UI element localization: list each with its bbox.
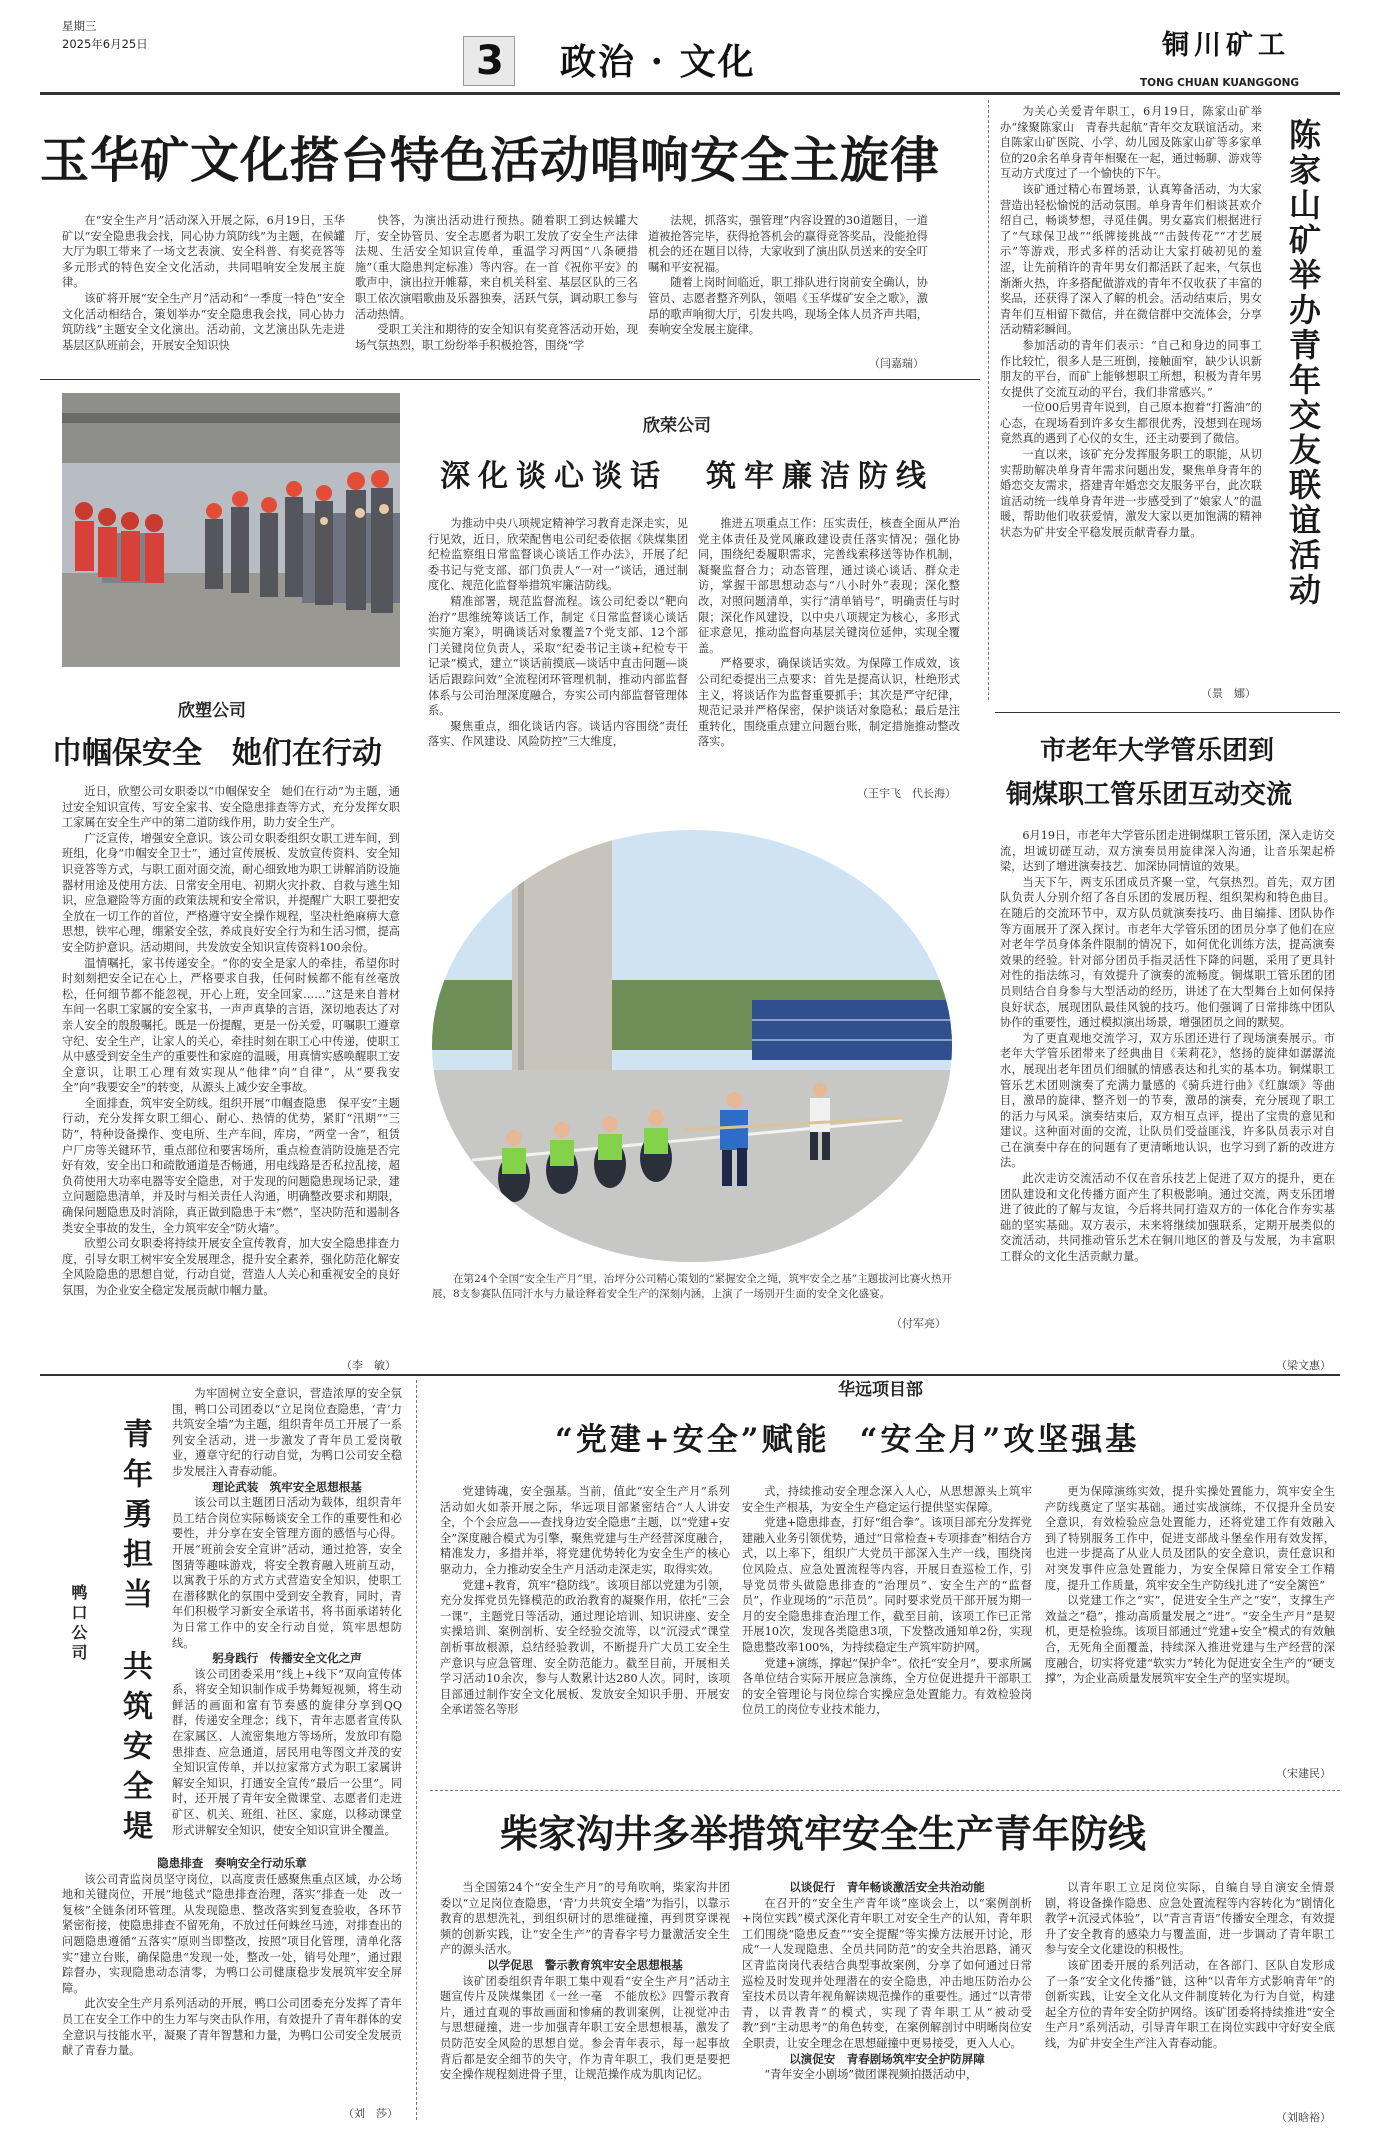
company-xinrong: 欣荣公司 xyxy=(643,416,711,436)
paragraph: 以青年职工立足岗位实际，自编自导自演安全情景剧，将设备操作隐患、应急处置流程等内容转化为“剧情化教学+沉浸式体验”，以“青言青语”传播安全理念，有效提升了安全教育的感染力与覆盖面，进一步调动了青年职工参与安全文化建设的积极性。 xyxy=(1045,1881,1335,1957)
paragraph: 党建+演练，撑起“保护伞”。依托“安全月”，要求所属各单位结合实际开展应急演练，全方位促进提升干部职工的安全管理论与岗位综合实操应急处置能力。有效检验岗位员工的岗位专业技术能力， xyxy=(742,1656,1032,1717)
paragraph: 该矿将开展“安全生产月”活动和“一季度一特色”安全文化活动相结合，策划举办“安全隐患我会找，同心协力筑防线”主题安全文化演出。活动前，文艺演出队先走进基层区队班前会，开展安全知识快 xyxy=(62,291,345,352)
paragraph: 式，持续推动安全理念深入人心，从思想源头上筑牢安全生产根基，为安全生产稳定运行提供坚实保障。 xyxy=(742,1485,1032,1514)
subheading: 躬身践行 传播安全文化之声 xyxy=(212,1651,362,1666)
headline-huayuan xyxy=(555,1420,1285,1460)
paragraph: “青年安全小剧场”微团课视频拍摄活动中， xyxy=(764,2068,978,2082)
paragraph: 该矿团委组织青年职工集中观看“安全生产月”活动主题宣传片及陕煤集团《一丝一毫 不能放松》四警示教育片，通过直观的事故画面和惨痛的教训案例，让视觉冲击与思想碰撞，进一步加强青年职工安全思想根基，激发了员防范安全风险的思想自觉。参会青年表示，每一起事故背后都是安全细节的失守，作为青年职工，我们更是要把安全操作规程刻进骨子里，让规范操作成为肌肉记忆。 xyxy=(440,1974,730,2082)
paragraph: 严格要求，确保谈话实效。为保障工作成效，该公司纪委提出三点要求：首先是提高认识，杜绝形式主义，将谈话作为监督重要抓手；其次是严守纪律，规范记录并严格保密，保护谈话对象隐私；最后是注重转化，围绕重点建立问题台账，制定措施推动整改落实。 xyxy=(698,657,960,749)
article-yuhua-col3 xyxy=(648,213,928,353)
headline-xinsu: 巾帼保安全 她们在行动 xyxy=(52,736,382,771)
paragraph: 在召开的“安全生产青年谈”座谈会上，以“案例剖析+岗位实践”模式深化青年职工对安全生产的认知，青年职工们围绕“隐患反查”“安全提醒”等实操方法展开讨论，形成“一人发现隐患、全员共同防范”的安全共治思路，涌灭区青监岗岗代表结合典型事故案例，分享了如何通过日常巡检及时发现并处理潜在的安全隐患，冲击地压防治办公室技术员以青年视角解读规范操作的重要性。通过“以青带青，以青教青”的模式，实现了青年职工从“被动受教”到“主动思考”的角色转变，在案例解剖讨中明晰岗位安全职责，让安全理念在思想碰撞中更易接受，更入人心。 xyxy=(742,1896,1032,2050)
company-xinsu: 欣塑公司 xyxy=(178,701,246,721)
paragraph: 该矿通过精心布置场景，认真筹备活动，为大家营造出轻松愉悦的活动氛围。单身青年们相谈甚欢介绍自己，畅谈梦想，寻觅佳偶。男女嘉宾们根据进行了“气球保卫战”“纸牌接挑战”“击鼓传花”“才艺展示”等游戏，形式多样的活动让大家打破初见的羞涩，让先前稍许的青年男女们都活跃了起来，气氛也渐渐火热，许多搭配做游戏的青年不仅收获了丰富的奖品，还获得了深入了解的机会。活动结束后，男女青年们互相留下微信，并在微信群中交流体会，分享活动精彩瞬间。 xyxy=(1000,182,1262,337)
article-yuhua-col1 xyxy=(62,213,345,359)
headline-yakou-1: 青年勇担当 xyxy=(117,1418,152,1618)
paragraph: 为牢固树立安全意识，营造浓厚的安全氛围，鸭口公司团委以“立足岗位查隐患，‘青’力共筑安全墙”为主题，组织青年员工开展了一系列安全活动，进一步激发了青年员工爱岗敬业，遵章守纪的行动自觉，为鸭口公司安全稳步发展注入青春动能。 xyxy=(172,1387,402,1478)
paragraph: 快答，为演出活动进行预热。随着职工到达候罐大厅，安全协管员、安全志愿者为职工发放了安全生产法律法规、生活安全知识宣传单，重温学习两国“八条硬措施”（重大隐患判定标准）等内容。在一首《祝你平安》的歌声中，演出拉开帷幕，来自机关科室、基层区队的三名职工依次演唱歌曲及乐器独奏，活跃气氛，调动职工参与活动热情。 xyxy=(355,214,638,321)
paragraph: 参加活动的青年们表示：“自己和身边的同事工作比较忙，很多人是三班倒，接触面窄，缺少认识新朋友的平台，而矿上能够想职工所想，积极为青年男女提供了交流互动的平台，我们非常感兴。” xyxy=(1000,338,1262,399)
paragraph: 以党建工作之“实”，促进安全生产之“安”，支撑生产效益之“稳”，推动高质量发展之“进”。“安全生产月”是契机，更是检验练。该项目部通过“党建+安全”模式的有效触合，无死角全面覆盖，持续深入推进党建与生产经营的深度融合，切实将党建“软实力”转化为促进安全生产的“硬支撑”，为企业高质量发展筑牢安全生产的坚实堤坝。 xyxy=(1045,1594,1335,1686)
headline-huayuan-q1: “党建+安全” xyxy=(555,1422,762,1458)
paragraph: 近日，欣塑公司女职委以“巾帼保安全 她们在行动”为主题，通过安全知识宣传、写安全家书、安全隐患排查等方式，充分发挥女职工家属在安全生产中的第二道防线作用，助力安全生产。 xyxy=(62,785,400,830)
divider-huayuan-bottom xyxy=(430,1790,1340,1791)
paragraph: 为推动中央八项规定精神学习教育走深走实，见行见效，近日，欣荣配售电公司纪委依据《陕煤集团纪检监察组日常监督谈心谈话工作办法》，开展了纪委书记与党支部、部门负责人“一对一”谈话，通过制度化、规范化监督举措筑牢廉洁防线。 xyxy=(428,517,688,593)
subheading: 以学促思 警示教育筑牢安全思想根基 xyxy=(487,1957,683,1972)
paragraph: 此次走访交流活动不仅在音乐技艺上促进了双方的提升，更在团队建设和文化传播方面产生了积极影响。通过交流，两支乐团增进了彼此的了解与友谊，今后将共同打造双方的一体化合作夯实基础的坚实基础。双方表示，未来将继续加强联系，定期开展类似的交流活动，共同推动管乐艺术在铜川地区的普及与发展，为丰富职工群众的文化生活贡献力量。 xyxy=(1000,1172,1335,1264)
article-huayuan-col1 xyxy=(440,1484,730,1782)
paragraph: 该公司团委采用“线上+线下”双向宣传体系，将安全知识制作成手势舞短视频，将生动鲜活的画面和富有节奏感的旋律分享到QQ群，传递安全理念；线下，青年志愿者宣传队在家属区、人流密集地方等场所，发放印有隐患排查、应急通道，居民用电等图文并茂的安全知识宣传单，并以拉家常方式为职工家属讲解安全知识，打通安全宣传“最后一公里”。同时，还开展了青年安全微课堂、志愿者们走进矿区、机关、班组、社区、家庭，以移动课堂形式讲解安全知识，使安全知识宣讲全覆盖。 xyxy=(172,1667,402,1837)
byline-huayuan: （宋建民） xyxy=(1276,1767,1331,1780)
paragraph: 6月19日，市老年大学管乐团走进铜煤职工管乐团，深入走访交流，坦诚切磋互动，双方演奏员用旋律深入沟通，让音乐架起桥梁，达到了增进演奏技艺、加深协同情谊的效果。 xyxy=(1000,829,1335,874)
weekday: 星期三 xyxy=(62,19,97,33)
company-huayuan: 华远项目部 xyxy=(838,1380,923,1400)
article-chaijiagou-col1 xyxy=(440,1880,730,2130)
byline-chenjiashan: （景 娜） xyxy=(1201,687,1256,700)
paragraph: 该公司青监岗员坚守岗位，以高度责任感聚焦重点区域，办公场地和关键岗位，开展“地毯式”隐患排查治理，落实“排查一处 改一复核”全链条闭环管理。从发现隐患、整改落实到复查验收，各环节紧密衔接，使隐患排查不留死角，不放过任何蛛丝马迹，对排查出的问题隐患遵循“五落实”原则当即整改，按照“项目化管理，清单化落实”建立台账，确保隐患“发现一处，整改一处，销号处理”，通过跟踪督办，实现隐患动态清零，为鸭口公司健康稳步发展筑牢安全屏障。 xyxy=(62,1872,402,1995)
paragraph: 一位00后男青年说到，自己原本抱着“打酱油”的心态，在现场看到许多女生都很优秀，没想到在现场竟然真的遇到了心仪的女生，还主动要到了微信。 xyxy=(1000,401,1262,446)
company-yakou: 鸭口公司 xyxy=(69,1584,88,1664)
byline-xinrong: （王宇飞 代长海） xyxy=(857,787,956,800)
issue-date: 2025年6月25日 xyxy=(62,37,148,51)
rule-chenjiashan-bottom xyxy=(995,712,1340,713)
paragraph: 在“安全生产月”活动深入开展之际，6月19日，玉华矿以“安全隐患我会找，同心协力筑防线”为主题，在候罐大厅为职工带来了一场文艺表演、安全科普、有奖竞答等多元形式的特色安全文化活动，共同唱响安全发展主旋律。 xyxy=(62,214,345,290)
article-chenjiashan xyxy=(1000,104,1262,684)
caption-text: 在第24个全国“安全生产月”里，冶坪分公司精心策划的“紧握安全之绳，筑牢安全之基”主题拔河比赛火热开展，8支参赛队伍同汗水与力量诠释着安全生产的深刻内涵，上演了一场别开生面的安全文化盛宴。 xyxy=(432,1273,952,1300)
byline-yuhua: （闫嘉瑞） xyxy=(869,357,924,370)
article-huayuan-col2 xyxy=(742,1484,1032,1782)
subheading: 以谈促行 青年畅谈激活安全共治动能 xyxy=(789,1880,985,1894)
paper-pinyin: TONG CHUAN KUANGGONG xyxy=(1140,77,1300,89)
headline-chaijiagou: 柴家沟井多举措筑牢安全生产青年防线 xyxy=(500,1811,1147,1856)
masthead-rule xyxy=(40,92,1340,95)
paragraph: 随着上岗时间临近，职工排队进行岗前安全确认，协管员、志愿者整齐列队，领唱《玉华煤矿安全之歌》，激昂的歌声响彻大厅，引发共鸣，现场全体人员齐声共唱，奏响安全发展主旋律。 xyxy=(648,276,928,337)
headline-huayuan-w1: 赋能 xyxy=(761,1422,830,1458)
rule-yuhua-bottom xyxy=(40,379,980,380)
divider-yakou xyxy=(416,1380,417,2120)
subheading: 以演促安 青春剧场筑牢安全护防屏障 xyxy=(789,2051,985,2066)
byline-chaijiagou: （刘晗裕） xyxy=(1276,2111,1331,2124)
paragraph: 全面排查，筑牢安全防线。组织开展“巾帼查隐患 保平安”主题行动，充分发挥女职工细心、耐心、热情的优势，紧盯“汛期”“三防”，特种设备操作、变电所、生产车间，库房，“两堂一舍”，租赁户厂房等关键环节，重点部位和要害场所，重点检查消防设施是否完好有效，安全出口和疏散通道是否畅通，用电线路是否私拉乱接，超负荷使用大功率电器等安全隐患，对于发现的问题隐患现场记录，建立问题隐患清单，并及时与相关责任人沟通，明确整改要求和期限，确保问题隐患及时消除，真正做到隐患于未“燃”，坚决防范和遏制各类安全事故的发生，全力筑牢安全“防火墙”。 xyxy=(62,1096,400,1235)
rule-middle xyxy=(40,1374,1340,1376)
paragraph: 聚焦重点，细化谈话内容。谈话内容围绕“责任落实、作风建设、风险防控”三大维度， xyxy=(428,719,688,749)
headline-yuhua: 玉华矿文化搭台特色活动唱响安全主旋律 xyxy=(40,131,941,189)
paragraph: 温情嘱托，家书传递安全。“你的安全是家人的牵挂，希望你时时刻刻把安全记在心上，严格要求自我，任何时候都不能有丝毫放松，任何细节都不能忽视，开心上班，安全回家……”这是来自普材车间一名职工家属的安全家书，一声声真挚的言语，深切地表达了对亲人安全的殷殷嘱托。既是一份提醒，更是一份关爱，叮嘱职工遵章守纪、安全生产，让家人的关心，牵挂时刻在职工心中传递，使职工从中感受到安全生产的重要性和家庭的温暖，用真情实感唤醒职工安全意识，让职工心理有效实现从“他律”向“自律”，从“要我安全”向“我要安全”的转变，从源头上减少安全事故。 xyxy=(62,956,400,1095)
paragraph: 党建+教育，筑牢“稳防线”。该项目部以党建为引领，充分发挥党员先锋模范的政治教育的凝聚作用，依托“三会一课”，主题党日等活动，通过理论培训、知识讲座、安全实操培训、案例剖析、安全经验交流等，以“沉浸式”课堂剖析事故根源，总结经验教训，不断提升广大员工安全生产意识与应急管理、安全防范能力。截至目前，开展相关学习活动10余次，参与人数累计达280人次。同时，该项目部通过制作安全文化展板、发放安全知识手册、开展安全承诺签名等形 xyxy=(440,1578,730,1717)
headline-chenjiashan: 陈家山矿举办青年交友联谊活动 xyxy=(1284,118,1322,608)
headline-yakou-2: 共筑安全堤 xyxy=(117,1650,152,1850)
subheading: 理论武装 筑牢安全思想根基 xyxy=(212,1479,362,1494)
byline-yakou: （刘 莎） xyxy=(343,2107,398,2120)
paragraph: 党建铸魂，安全强基。当前，值此“安全生产月”系列活动如火如荼开展之际，华远项目部紧密结合“人人讲安全，个个会应急——查找身边安全隐患”主题，以“党建+安全”深度融合模式为引擎，聚焦党建与生产经营深度融合，精准发力，多措并举，将党建优势转化为安全生产的核心驱动力，全力推动安全生产月活动走深走实，取得实效。 xyxy=(440,1485,730,1576)
divider-chenjiashan xyxy=(988,100,989,700)
paragraph: 更为保障演练实效，提升实操处置能力，筑牢安全生产防线奠定了坚实基础。通过实战演练，不仅提升全员安全意识，有效检验应急处置能力，还将党建工作有效融入到了特别服务工作中，促进支部战斗堡垒作用有效发挥，也进一步提高了从业人员及团队的安全意识，责任意识和对突发事件应急处置能力，为安全保障日常安全工作精度，提升工作质量，筑牢安全生产防线扎进了“安全篱笆” xyxy=(1045,1485,1335,1592)
article-yakou-bottom xyxy=(62,1856,402,2106)
paragraph: 精准部署，规范监督流程。该公司纪委以“靶向治疗”思维统筹谈话工作，制定《日常监督谈心谈话实施方案》，明确谈话对象覆盖7个党支部、12个部门关键岗位负责人，采取“纪委书记主谈+纪检专干记录”模式，建立“谈话前摸底—谈话中直击问题—谈话后跟踪问效”全流程闭环管理机制，推动内部监督体系与公司治理深度融合，夯实公司内部监督管理体系。 xyxy=(428,594,688,718)
photo-tug-of-war-image xyxy=(432,830,952,1262)
article-xinrong-col1 xyxy=(428,516,688,778)
section-title: 政治 · 文化 xyxy=(560,41,756,83)
paragraph: 广泛宣传，增强安全意识。该公司女职委组织女职工进车间，到班组，化身“巾帼安全卫士”，通过宣传展板、发放宣传资料、安全知识竞答等方式，与职工面对面交流，耐心细致地为职工讲解消防设施器材用途及使用方法、日常安全用电、初期火灾扑救、自救与逃生知识，应急避险等方面的政策法规和安全常识，并提醒广大职工要把安全放在一切工作的首位，严格遵守安全操作规程，坚决杜绝麻痹大意思想，铁牢心理，绷紧安全弦，养成良好安全行为和生活习惯，提高安全防护意识。活动期间，共发放安全知识宣传资料100余份。 xyxy=(62,831,400,954)
paragraph: 该公司以主题团日活动为载体，组织青年员工结合岗位实际畅谈安全工作的重要性和必要性，并分享在安全管理方面的感悟与心得。开展“班前会安全宣讲”活动，通过抢答，安全图猜等趣味游戏，将安全教育融入班前互动，以寓教于乐的方式方式营造安全知识，使职工在潜移默化的氛围中受到安全教育，同时，青年们积极学习新安全承诺书，将书面承诺转化为日常工作中的安全行动自觉，筑牢思想防线。 xyxy=(172,1496,402,1650)
paragraph: 当天下午，两支乐团成员齐聚一堂，气氛热烈。首先，双方团队负责人分别介绍了各自乐团的发展历程、组织架构和特色曲目。在随后的交流环节中，双方队员就演奏技巧、曲目编排、团队协作等方面展开了深入探讨。市老年大学管乐团的团员分享了他们在应对老年学员身体条件限制的情况下，如何优化训练方法，提高演奏效果的经验。针对部分团员手指灵活性下降的问题，采用了更具针对性的指法练习，有效提升了演奏的流畅度。铜煤职工管乐团的团员则结合自身参与大型活动的经历，讲述了在大型舞台上如何保持良好状态，展现团队最佳风貌的技巧。他们强调了日常排练中团队协作的重要性，通过模拟演出场景，增强团员之间的默契。 xyxy=(1000,875,1335,1030)
headline-xinrong: 深化谈心谈话 筑牢廉洁防线 xyxy=(440,459,934,494)
yakou-title-block xyxy=(62,1380,172,1860)
photo-safety-pledge xyxy=(62,393,400,667)
subheading: 隐患排查 奏响安全行动乐章 xyxy=(157,1856,307,1870)
paragraph: 此次安全生产月系列活动的开展，鸭口公司团委充分发挥了青年员工在安全工作中的生力军与突击队作用，有效提升了青年群体的安全意识与技能水平，凝聚了青年智慧和力量，为鸭口公司安全发展贡献了青春力量。 xyxy=(62,1997,402,2058)
article-yakou-right xyxy=(172,1386,402,1846)
article-orchestra xyxy=(1000,828,1335,1356)
article-chaijiagou-col2 xyxy=(742,1880,1032,2130)
article-huayuan-col3 xyxy=(1045,1484,1335,1764)
paragraph: 党建+隐患排查，打好“组合拳”。该项目部充分发挥党建融入业务引领优势，通过“日常检查+专项排查”相结合方式，以上率下，组织广大党员干部深入生产一线，围绕岗位风险点、应急处置流程等内容，开展日查巡检工作，引导党员带头做隐患排查的“治理员”、安全生产的“监督员”，作业现场的“示范员”。同时要求党员干部开展为期一月的安全隐患排查治理工作，截至目前，该项工作已正常开展10次，发现各类隐患3项，下发整改通知单2份，实现隐患整改率100%，为持续稳定生产筑牢防护网。 xyxy=(742,1516,1032,1654)
paragraph: 为了更直观地交流学习，双方乐团还进行了现场演奏展示。市老年大学管乐团带来了经典曲目《茉莉花》，悠扬的旋律如潺潺流水，展现出老年团员们细腻的情感表达和扎实的基本功。铜煤职工管乐艺术团则演奏了充满力量感的《骑兵进行曲》《红旗颂》等曲目，激昂的旋律、整齐划一的节奏，激昂的演奏，充分展现了职工的活力与风采。演奏结束后，双方相互点评，提出了宝贵的意见和建议。这种面对面的交流，让队员们受益匪浅，许多队员表示对自己在演奏中存在的问题有了更清晰地认识，也学习到了新的改进方法。 xyxy=(1000,1031,1335,1170)
headline-orchestra-1: 市老年大学管乐团到 xyxy=(1040,736,1275,766)
page-number: 3 xyxy=(476,38,504,84)
paragraph: 该矿团委开展的系列活动，在各部门、区队自发形成了一条“安全文化传播”链，这种“以青年方式影响青年”的创新实践，让安全文化从文件制度转化为行为自觉，构建起全方位的青年安全防护网络。该矿团委将持续推进“安全生产月”系列活动，引导青年职工在岗位实践中守好安全底线，为矿井安全生产注入青春动能。 xyxy=(1045,1958,1335,2050)
byline-orchestra: （梁文惠） xyxy=(1276,1359,1331,1372)
headline-huayuan-w2: 攻坚强基 xyxy=(1003,1422,1140,1458)
headline-orchestra-2: 铜煤职工管乐团互动交流 xyxy=(1006,780,1293,810)
paragraph: 为关心关爱青年职工，6月19日，陈家山矿举办“缘聚陈家山 青春共起航”青年交友联谊活动。来自陈家山矿医院、小学、幼儿园及陈家山矿等多家单位的20余名单身青年相聚在一起，通过畅聊、游戏等互动方式度过了一个愉快的下午。 xyxy=(1000,105,1262,181)
paragraph: 受职工关注和期待的安全知识有奖竞答活动开始，现场气氛热烈，职工纷纷举手积极抢答，围绕“学 xyxy=(355,323,638,352)
paragraph: 当全国第24个“安全生产月”的号角吹响，柴家沟井团委以“立足岗位查隐患，‘青’力共筑安全墙”为指引，以靠示教育的思想洗礼，到组织研讨的思维碰撞，再到贯穿课视频的创新实践，让“安全生产”的青春字号力量激活安全生产的源头活水。 xyxy=(440,1881,730,1957)
byline-xinsu: （李 敏） xyxy=(341,1359,396,1372)
article-xinsu xyxy=(62,784,400,1354)
article-yuhua-col2 xyxy=(355,213,638,359)
paragraph: 欣塑公司女职委将持续开展安全宣传教育，加大安全隐患排查力度，引导女职工树牢安全发展理念，提升安全素养，强化防范化解安全风险隐患的思想自觉，行动自觉，营造人人关心和重视安全的良好氛围，为企业安全稳定发展贡献巾帼力量。 xyxy=(62,1237,400,1297)
photo-tug-of-war xyxy=(432,830,952,1262)
paper-logo: 铜川矿工 xyxy=(1162,30,1290,61)
masthead xyxy=(0,0,1379,96)
paragraph: 一直以来，该矿充分发挥服务职工的职能，从切实帮助解决单身青年需求问题出发，聚焦单身青年的婚恋交友需求，搭建青年婚恋交友服务平台，此次联谊活动统一线单身青年进一步感受到了“娘家人”的温暖，帮助他们收获爱情，激发大家以更加饱满的精神状态为矿井安全平稳发展贡献青春力量。 xyxy=(1000,448,1262,540)
article-xinrong-col2 xyxy=(698,516,960,778)
headline-huayuan-q2: “安全月” xyxy=(859,1422,1004,1458)
paragraph: 法规，抓落实，强管理”内容设置的30道题目，一道道被抢答完毕，获得抢答机会的赢得竞答奖品，没能抢得机会的还在题目以待，大家收到了演出队员送来的安全叮嘱和平安祝福。 xyxy=(648,214,928,274)
byline-tug-of-war: （付军亮） xyxy=(891,1317,946,1330)
photo-safety-pledge-image xyxy=(62,393,400,667)
paragraph: 推进五项重点工作：压实责任，核查全面从严治党主体责任及党风廉政建设责任落实情况；强化协同，围绕纪委履职需求，完善线索移送等协作机制，凝聚监督合力；动态管理，通过谈心谈话、群众走访，掌握干部思想动态与“八小时外”表现；深化整改，对照问题清单，实行“清单销号”，明确责任与时限；深化作风建设，以中央八项规定为核心，多形式征求意见，推动监督向基层关键岗位延伸，实现全覆盖。 xyxy=(698,517,960,655)
article-chaijiagou-col3 xyxy=(1045,1880,1335,2110)
